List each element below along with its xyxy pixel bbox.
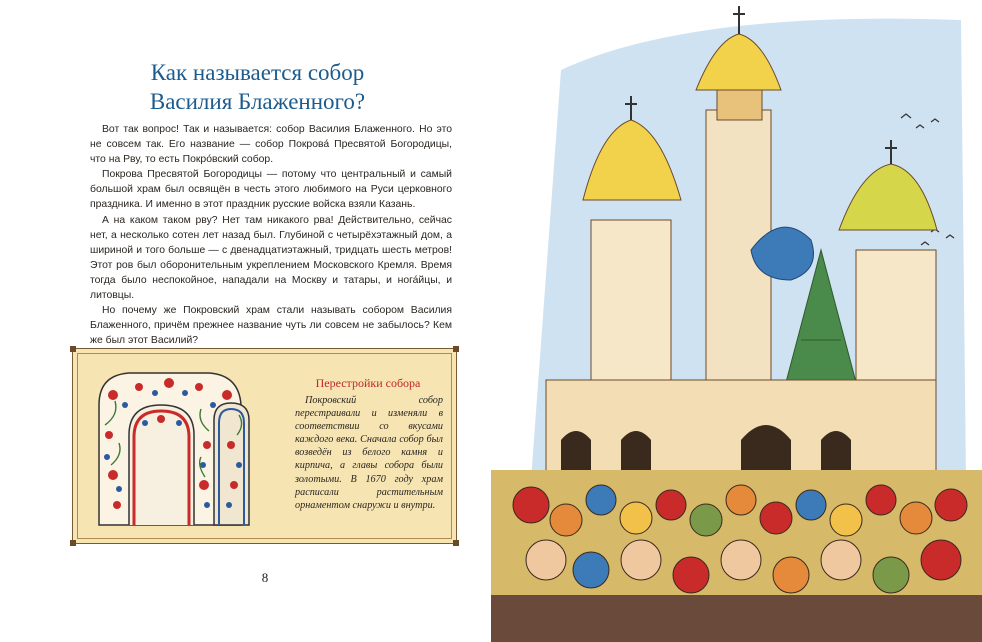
title-line-1: Как называется собор — [150, 60, 365, 85]
sidebar-box — [72, 348, 457, 544]
page-number: 8 — [261, 570, 269, 585]
ornament-arch-illustration — [89, 365, 279, 530]
sidebar-heading: Перестройки собора — [315, 376, 421, 390]
sidebar-paragraph: Покровский собор перестраивали и изменяли в соответствии со вкусами каждого века. Сначала собор был возведён из белого камня и кирпича, а главы собора были золотыми. В 1670 году храм расписали растительным орнаментом снаружи и внутри. — [295, 395, 443, 511]
page-title — [60, 58, 455, 116]
paragraph-1: Вот так вопрос! Так и называется: собор Василия Блаженного. Но это не совсем так. Его название — собор Покрова́ Пресвятой Богородицы, что на Рву, то есть Покро́вский собор. — [90, 124, 452, 166]
cathedral-illustration — [491, 0, 982, 642]
sidebar-corner — [70, 540, 76, 546]
paragraph-4: Но почему же Покровский храм стали называть собором Василия Блаженного, причём прежнее название чуть ли совсем не забылось? Кем же был этот Василий? — [90, 305, 452, 347]
paragraph-2: Покрова Пресвятой Богородицы — потому что центральный и самый большой храм был освящён в честь этого любимого на Руси церковного праздника. И именно в этот праздник русские войска взяли Казань. — [90, 169, 452, 211]
paragraph-3: А на каком таком рву? Нет там никакого рва! Действительно, сейчас нет, а несколько сотен лет назад был. Глубиной с четырёхэтажный дом, а шириной и того больше — с двенадцатиэтажный, тридцать шесть метров! Этот ров был оборонительным укреплением Московского Кремля. Время тогда было неспокойное, нападали на Москву и татары, и нога́йцы, и литовцы. — [90, 214, 452, 302]
sidebar-corner — [453, 346, 459, 352]
sidebar-text — [295, 394, 443, 512]
title-line-2: Василия Блаженного? — [149, 89, 366, 114]
sidebar-corner — [70, 346, 76, 352]
sidebar-corner — [453, 540, 459, 546]
body-text — [90, 122, 452, 348]
